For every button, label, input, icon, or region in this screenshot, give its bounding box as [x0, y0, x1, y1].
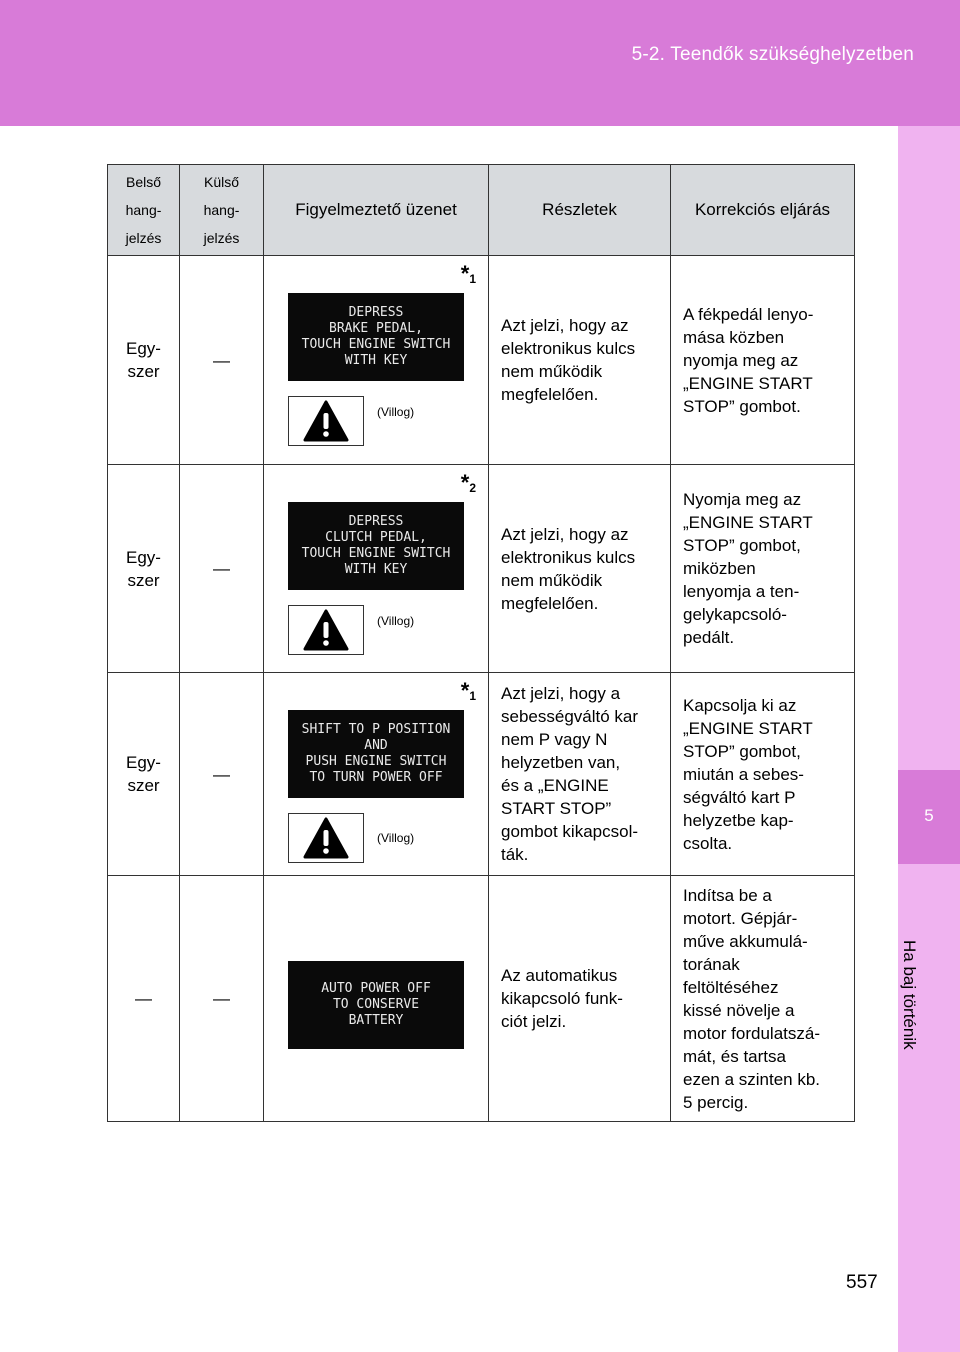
table-header-row	[108, 165, 855, 256]
correction-line: műve akkumulá-	[683, 931, 808, 951]
details-line: START STOP”	[501, 799, 612, 818]
display-line: DEPRESS	[348, 514, 404, 529]
correction-line: lenyomja a ten-	[683, 582, 800, 601]
display-line: TO CONSERVE	[332, 997, 420, 1012]
correction-line: gelykapcsoló-	[683, 605, 787, 624]
details-line: Azt jelzi, hogy az	[501, 316, 629, 335]
outer-buzzer-cell: ―	[180, 256, 264, 465]
correction-cell	[671, 256, 855, 465]
footnote-marker	[461, 471, 476, 500]
details-line: nem működik	[501, 570, 603, 590]
details-line: elektronikus kulcs	[501, 547, 636, 567]
display-line: PUSH ENGINE SWITCH	[305, 754, 447, 769]
display-line: BATTERY	[348, 1013, 404, 1028]
correction-line: STOP” gombot.	[683, 396, 801, 416]
details-cell	[489, 876, 671, 1122]
correction-line: motor fordulatszá-	[683, 1023, 820, 1043]
details-line: Az automatikus	[501, 966, 618, 985]
inner-buzzer-text: szer	[127, 570, 160, 590]
message-cell	[264, 673, 489, 876]
display-message	[288, 710, 464, 798]
asterisk: *	[460, 261, 470, 286]
details-line: Azt jelzi, hogy az	[501, 524, 629, 544]
header-correction: Korrekciós eljárás	[671, 165, 855, 256]
outer-buzzer-cell: ―	[180, 876, 264, 1122]
exclamation-triangle-icon	[303, 609, 349, 651]
details-cell	[489, 673, 671, 876]
inner-buzzer-cell	[108, 256, 180, 465]
section-title: 5-2. Teendők szükséghelyzetben	[631, 44, 914, 65]
correction-cell	[671, 673, 855, 876]
details-cell	[489, 256, 671, 465]
display-message	[288, 293, 464, 381]
inner-buzzer-text: szer	[127, 776, 160, 795]
details-line: nem működik	[501, 362, 603, 381]
details-line: ták.	[501, 845, 529, 864]
warning-light-box	[288, 813, 364, 863]
correction-line: kissé növelje a	[683, 1000, 795, 1020]
footnote-number: 2	[469, 481, 476, 495]
header-outer-buzzer	[180, 165, 264, 256]
correction-line: „ENGINE START	[683, 513, 813, 532]
header-inner-buzzer	[108, 165, 180, 256]
correction-line: Nyomja meg az	[683, 490, 802, 509]
correction-line: STOP” gombot,	[683, 741, 801, 761]
table-row	[108, 465, 855, 673]
details-line: nem P vagy N	[501, 730, 608, 749]
flashing-note: (Villog)	[377, 405, 415, 419]
display-line: CLUTCH PEDAL,	[325, 530, 427, 545]
inner-buzzer-cell	[108, 465, 180, 673]
correction-line: miután a sebes-	[683, 764, 804, 784]
display-line: TOUCH ENGINE SWITCH	[301, 546, 451, 561]
header-line: Külső	[203, 174, 240, 190]
details-cell	[489, 465, 671, 673]
exclamation-triangle-icon	[303, 400, 349, 442]
correction-line: „ENGINE START	[683, 373, 813, 393]
details-line: gombot kikapcsol-	[501, 822, 639, 841]
correction-line: 5 percig.	[683, 1092, 749, 1112]
correction-line: A fékpedál lenyo-	[683, 304, 814, 324]
header-line: hang-	[125, 202, 162, 218]
inner-buzzer-cell	[108, 673, 180, 876]
inner-buzzer-text: Egy-	[126, 753, 161, 772]
header-details: Részletek	[489, 165, 671, 256]
correction-cell	[671, 465, 855, 673]
correction-line: motort. Gépjár-	[683, 908, 798, 928]
header-line: jelzés	[203, 230, 240, 246]
display-line: BRAKE PEDAL,	[329, 321, 423, 336]
warning-light-box	[288, 605, 364, 655]
correction-line: csolta.	[683, 833, 733, 853]
display-line: TOUCH ENGINE SWITCH	[301, 337, 451, 352]
correction-line: ezen a szinten kb.	[683, 1069, 821, 1089]
correction-line: helyzetbe kap-	[683, 810, 794, 830]
asterisk: *	[460, 678, 470, 703]
header-line: jelzés	[125, 230, 162, 246]
correction-cell	[671, 876, 855, 1122]
outer-buzzer-cell: ―	[180, 673, 264, 876]
footnote-marker	[461, 679, 476, 708]
warning-light-box	[288, 396, 364, 446]
inner-buzzer-text: szer	[127, 362, 160, 381]
exclamation-triangle-icon	[303, 817, 349, 859]
display-message	[288, 961, 464, 1049]
correction-line: STOP” gombot,	[683, 536, 801, 555]
side-tab	[898, 126, 960, 1352]
message-cell	[264, 256, 489, 465]
correction-line: „ENGINE START	[683, 718, 813, 738]
details-line: megfelelően.	[501, 593, 599, 613]
display-message	[288, 502, 464, 590]
correction-line: nyomja meg az	[683, 350, 799, 370]
display-line: TO TURN POWER OFF	[309, 770, 443, 785]
details-line: és a „ENGINE	[501, 776, 609, 795]
flashing-note: (Villog)	[377, 614, 415, 628]
correction-line: miközben	[683, 559, 756, 578]
correction-line: feltöltéséhez	[683, 977, 779, 997]
chapter-label: Ha baj történik	[900, 940, 919, 1050]
details-line: helyzetben van,	[501, 753, 621, 772]
correction-line: mása közben	[683, 327, 785, 347]
details-line: megfelelően.	[501, 385, 599, 404]
correction-line: Indítsa be a	[683, 885, 772, 905]
table-row	[108, 876, 855, 1122]
display-line: WITH KEY	[344, 353, 408, 368]
flashing-note: (Villog)	[377, 831, 415, 845]
page-number: 557	[846, 1272, 878, 1293]
details-line: elektronikus kulcs	[501, 339, 636, 358]
outer-buzzer-cell: ―	[180, 465, 264, 673]
header-line: hang-	[203, 202, 240, 218]
correction-line: pedált.	[683, 628, 735, 647]
chapter-number: 5	[924, 806, 934, 825]
details-line: ciót jelzi.	[501, 1012, 567, 1031]
inner-buzzer-cell: ―	[108, 876, 180, 1122]
details-line: kikapcsoló funk-	[501, 989, 623, 1008]
display-line: WITH KEY	[344, 562, 408, 577]
header-line: Belső	[125, 174, 162, 190]
asterisk: *	[460, 470, 470, 495]
inner-buzzer-text: Egy-	[126, 547, 161, 567]
footnote-marker	[461, 262, 476, 291]
footnote-number: 1	[469, 272, 476, 286]
correction-line: Kapcsolja ki az	[683, 695, 797, 715]
details-line: sebességváltó kar	[501, 707, 639, 726]
display-line: SHIFT TO P POSITION	[301, 722, 451, 737]
message-cell	[264, 465, 489, 673]
header-warning-message: Figyelmeztető üzenet	[264, 165, 489, 256]
details-line: Azt jelzi, hogy a	[501, 684, 621, 703]
correction-line: mát, és tartsa	[683, 1046, 786, 1066]
table-row	[108, 256, 855, 465]
message-cell	[264, 876, 489, 1122]
table-row	[108, 673, 855, 876]
display-line: AND	[364, 738, 388, 753]
display-line: DEPRESS	[348, 305, 404, 320]
correction-line: torának	[683, 954, 740, 974]
inner-buzzer-text: Egy-	[126, 339, 161, 358]
display-line: AUTO POWER OFF	[321, 981, 431, 996]
warning-table	[107, 164, 855, 1122]
correction-line: ségváltó kart P	[683, 787, 796, 807]
footnote-number: 1	[469, 689, 476, 703]
